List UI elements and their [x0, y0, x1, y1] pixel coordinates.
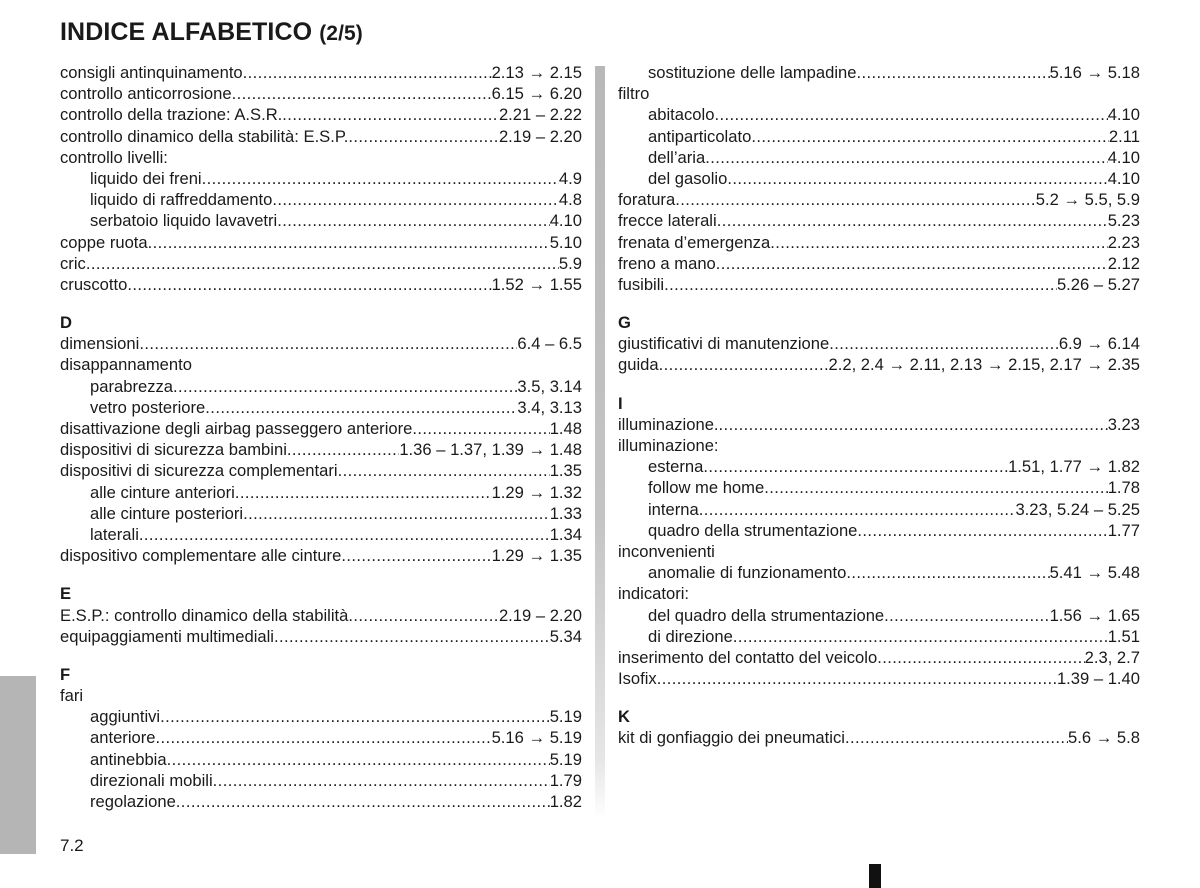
index-entry [60, 605, 582, 626]
entry-term: controllo della trazione: A.S.R. [60, 105, 283, 125]
entry-term: giustificativi di manutenzione [618, 334, 830, 354]
page-reference: 1.29 → 1.35 [491, 546, 582, 566]
title-part-indicator: (2/5) [319, 22, 363, 45]
dot-leader [857, 520, 1107, 541]
dot-leader [733, 626, 1108, 647]
index-subentry [618, 126, 1140, 147]
dot-leader [727, 168, 1107, 189]
entry-term: Isofix [618, 669, 657, 689]
entry-term: indicatori: [618, 584, 690, 604]
index-subentry [618, 626, 1140, 647]
page-reference: 2.19 – 2.20 [498, 605, 582, 625]
page-reference: 4.10 [549, 211, 582, 231]
dot-leader [716, 253, 1108, 274]
page-reference: 1.36 – 1.37, 1.39 → 1.48 [399, 440, 582, 460]
dot-leader [202, 168, 559, 189]
page-reference: 1.35 [549, 461, 582, 481]
page-reference: 6.9 → 6.14 [1058, 334, 1140, 354]
index-entry [618, 274, 1140, 295]
page-reference: 6.15 → 6.20 [491, 84, 582, 104]
section-letter: I [618, 393, 623, 413]
index-entry [60, 333, 582, 354]
entry-term: filtro [618, 84, 650, 104]
page-reference: 4.10 [1107, 168, 1140, 188]
entry-term: interna [648, 499, 699, 519]
index-entry [60, 626, 582, 647]
entry-term: alle cinture anteriori [90, 482, 235, 502]
index-entry [618, 232, 1140, 253]
page-reference: 5.2 → 5.5, 5.9 [1035, 190, 1140, 210]
dot-leader [717, 210, 1108, 231]
index-entry [60, 274, 582, 295]
index-entry [60, 418, 582, 439]
page-reference: 3.4, 3.13 [517, 397, 582, 417]
dot-leader [703, 456, 1008, 477]
index-group-heading [618, 541, 1140, 562]
index-subentry [60, 210, 582, 231]
page-reference: 1.77 [1107, 520, 1140, 540]
page-reference: 1.51, 1.77 → 1.82 [1008, 457, 1140, 477]
dot-leader [705, 147, 1108, 168]
page-reference: 2.12 [1107, 253, 1140, 273]
entry-term: cric [60, 253, 86, 273]
entry-term: sostituzione delle lampadine [648, 63, 857, 82]
dot-leader [699, 499, 1016, 520]
page-reference: 5.6 → 5.8 [1068, 728, 1140, 748]
dot-leader [845, 727, 1068, 748]
entry-term: E.S.P.: controllo dinamico della stabilità [60, 605, 349, 625]
entry-term: frecce laterali [618, 211, 717, 231]
index-subentry [618, 477, 1140, 498]
dot-leader [86, 253, 559, 274]
page-reference: 5.41 → 5.48 [1049, 563, 1140, 583]
entry-term: guida [618, 355, 659, 375]
section-letter: K [618, 707, 630, 727]
page-number: 7.2 [60, 836, 84, 855]
page-reference: 2.13 → 2.15 [491, 63, 582, 82]
dot-leader [127, 274, 491, 295]
index-subentry [618, 62, 1140, 83]
index-group-heading [60, 147, 582, 168]
index-subentry [60, 482, 582, 503]
dot-leader [719, 414, 1108, 435]
page-reference: 2.19 – 2.20 [498, 126, 582, 146]
page-reference: 4.9 [558, 168, 582, 188]
dot-leader [412, 418, 549, 439]
dot-leader [657, 668, 1057, 689]
entry-term: antinebbia [90, 749, 167, 769]
dot-leader [243, 62, 492, 83]
dot-leader [156, 727, 492, 748]
entry-term: aggiuntivi [90, 707, 161, 727]
page-reference: 5.19 [549, 749, 582, 769]
entry-term: liquido dei freni [90, 168, 202, 188]
section-letter: D [60, 313, 72, 333]
entry-term: consigli antinquinamento [60, 63, 243, 82]
entry-term: illuminazione. [618, 414, 719, 434]
entry-term: controllo livelli: [60, 147, 168, 167]
entry-term: laterali [90, 524, 139, 544]
dot-leader [167, 749, 550, 770]
index-group-heading [618, 583, 1140, 604]
dot-leader [884, 605, 1049, 626]
dot-leader [176, 791, 550, 812]
index-subentry [60, 376, 582, 397]
page-reference: 3.5, 3.14 [517, 376, 582, 396]
page-reference: 3.23 [1107, 414, 1140, 434]
page-reference: 1.34 [549, 524, 582, 544]
index-subentry [60, 727, 582, 748]
entry-term: dispositivo complementare alle cinture [60, 546, 342, 566]
page-reference: 1.51 [1107, 626, 1140, 646]
index-subentry [618, 499, 1140, 520]
dot-leader [341, 545, 491, 566]
entry-term: frenata d’emergenza [618, 232, 771, 252]
entry-term: antiparticolato [648, 126, 752, 146]
dot-leader [213, 770, 550, 791]
dot-leader [139, 524, 550, 545]
entry-term: anomalie di funzionamento [648, 563, 847, 583]
index-subentry [618, 168, 1140, 189]
index-subentry [60, 503, 582, 524]
page-edge-marker [869, 864, 881, 888]
index-subentry [60, 524, 582, 545]
entry-term: dell’aria [648, 147, 706, 167]
dot-leader [272, 189, 559, 210]
dot-leader [235, 482, 492, 503]
index-entry [60, 253, 582, 274]
page-reference: 1.33 [549, 503, 582, 523]
index-entry [618, 333, 1140, 354]
dot-leader [160, 706, 550, 727]
page-reference: 2.11 [1108, 126, 1140, 146]
entry-term: quadro della strumentazione [648, 520, 858, 540]
page-reference: 5.23 [1107, 211, 1140, 231]
dot-leader [282, 104, 499, 125]
index-subentry [618, 147, 1140, 168]
title-text: INDICE ALFABETICO [60, 18, 313, 46]
page-reference: 2.23 [1107, 232, 1140, 252]
entry-term: serbatoio liquido lavavetri [90, 211, 278, 231]
index-subentry [60, 189, 582, 210]
index-subentry [60, 706, 582, 727]
entry-term: coppe ruota [60, 232, 148, 252]
page-reference: 5.34 [549, 626, 582, 646]
index-subentry [60, 791, 582, 812]
section-letter: G [618, 313, 631, 333]
index-group-heading [60, 685, 582, 706]
index-group-heading [60, 354, 582, 375]
index-entry [618, 189, 1140, 210]
entry-term: inserimento del contatto del veicolo [618, 647, 878, 667]
entry-term: del gasolio [648, 168, 728, 188]
dot-leader [243, 503, 550, 524]
entry-term: follow me home [648, 478, 765, 498]
dot-leader [829, 333, 1059, 354]
index-entry [618, 253, 1140, 274]
dot-leader [274, 626, 550, 647]
dot-leader [764, 477, 1107, 498]
index-subentry [618, 562, 1140, 583]
index-entry [60, 126, 582, 147]
dot-leader [173, 376, 517, 397]
dot-leader [856, 62, 1049, 83]
dot-leader [846, 562, 1049, 583]
page-reference: 1.39 – 1.40 [1056, 669, 1140, 689]
page-reference: 1.48 [549, 419, 582, 438]
page-reference: 5.19 [549, 707, 582, 727]
page-reference: 1.29 → 1.32 [491, 482, 582, 502]
index-entry [60, 104, 582, 125]
dot-leader [148, 232, 550, 253]
entry-term: dimensioni [60, 334, 140, 354]
page-reference: 5.16 → 5.19 [491, 728, 582, 748]
entry-term: kit di gonfiaggio dei pneumatici [618, 728, 845, 748]
column-divider [595, 66, 605, 820]
entry-term: disattivazione degli airbag passeggero anteriore [60, 419, 413, 438]
page-reference: 1.78 [1107, 478, 1140, 498]
entry-term: alle cinture posteriori [90, 503, 244, 523]
dot-leader [675, 189, 1036, 210]
page-reference: 2.2, 2.4 → 2.11, 2.13 → 2.15, 2.17 → 2.35 [828, 355, 1140, 375]
index-subentry [60, 397, 582, 418]
index-group-heading [618, 435, 1140, 456]
index-entry [618, 414, 1140, 435]
page-reference: 6.4 – 6.5 [517, 334, 582, 354]
entry-term: dispositivi di sicurezza bambini [60, 440, 287, 460]
page-reference: 1.56 → 1.65 [1049, 605, 1140, 625]
index-entry [60, 460, 582, 481]
entry-term: dispositivi di sicurezza complementari [60, 461, 338, 481]
entry-term: vetro posteriore [90, 397, 206, 417]
page-reference: 5.9 [558, 253, 582, 273]
page-reference: 4.8 [558, 190, 582, 210]
entry-term: liquido di raffreddamento [90, 190, 273, 210]
dot-leader [205, 397, 517, 418]
page-reference: 5.16 → 5.18 [1049, 63, 1140, 82]
index-subentry [618, 456, 1140, 477]
dot-leader [659, 354, 829, 375]
entry-term: esterna [648, 457, 704, 477]
index-column-right [618, 62, 1140, 749]
dot-leader [232, 83, 492, 104]
dot-leader [664, 274, 1057, 295]
dot-leader [277, 210, 549, 231]
page-reference: 2.3, 2.7 [1084, 647, 1140, 667]
entry-term: foratura [618, 190, 676, 210]
entry-term: parabrezza [90, 376, 174, 396]
dot-leader [348, 605, 499, 626]
index-entry [618, 354, 1140, 375]
entry-term: anteriore [90, 728, 156, 748]
entry-term: equipaggiamenti multimediali [60, 626, 274, 646]
index-subentry [618, 520, 1140, 541]
entry-term: cruscotto [60, 274, 128, 294]
page-reference: 4.10 [1107, 147, 1140, 167]
index-subentry [618, 605, 1140, 626]
entry-term: controllo dinamico della stabilità: E.S.P. [60, 126, 349, 146]
entry-term: del quadro della strumentazione [648, 605, 885, 625]
page-reference: 2.21 – 2.22 [498, 105, 582, 125]
entry-term: fusibili [618, 274, 665, 294]
index-subentry [618, 104, 1140, 125]
index-entry [618, 727, 1140, 748]
page-reference: 5.26 – 5.27 [1056, 274, 1140, 294]
index-entry [60, 439, 582, 460]
dot-leader [338, 460, 550, 481]
dot-leader [714, 104, 1107, 125]
page-title [60, 18, 363, 47]
entry-term: regolazione [90, 792, 176, 811]
index-entry [60, 232, 582, 253]
index-subentry [60, 168, 582, 189]
index-column-left [60, 62, 582, 812]
index-entry [618, 668, 1140, 689]
dot-leader [348, 126, 499, 147]
index-entry [618, 647, 1140, 668]
index-group-heading [618, 83, 1140, 104]
page-reference: 4.10 [1107, 105, 1140, 125]
section-letter: E [60, 584, 72, 604]
index-entry [60, 62, 582, 83]
entry-term: controllo anticorrosione [60, 84, 232, 104]
entry-term: direzionali mobili [90, 770, 213, 790]
page-reference: 1.79 [549, 770, 582, 790]
index-subentry [60, 749, 582, 770]
page-reference: 1.82 [549, 792, 582, 811]
dot-leader [287, 439, 399, 460]
entry-term: freno a mano [618, 253, 716, 273]
entry-term: abitacolo [648, 105, 715, 125]
page-reference: 5.10 [549, 232, 582, 252]
entry-term: inconvenienti [618, 541, 715, 561]
entry-term: illuminazione: [618, 436, 719, 455]
page-reference: 3.23, 5.24 – 5.25 [1015, 499, 1140, 519]
section-letter: F [60, 664, 71, 684]
entry-term: disappannamento [60, 355, 192, 375]
page-reference: 1.52 → 1.55 [491, 274, 582, 294]
index-entry [60, 83, 582, 104]
dot-leader [770, 232, 1107, 253]
index-entry [60, 545, 582, 566]
dot-leader [139, 333, 517, 354]
dot-leader [751, 126, 1109, 147]
entry-term: fari [60, 686, 84, 706]
dot-leader [877, 647, 1084, 668]
entry-term: di direzione [648, 626, 733, 646]
index-entry [618, 210, 1140, 231]
index-subentry [60, 770, 582, 791]
chapter-side-tab [0, 676, 36, 854]
